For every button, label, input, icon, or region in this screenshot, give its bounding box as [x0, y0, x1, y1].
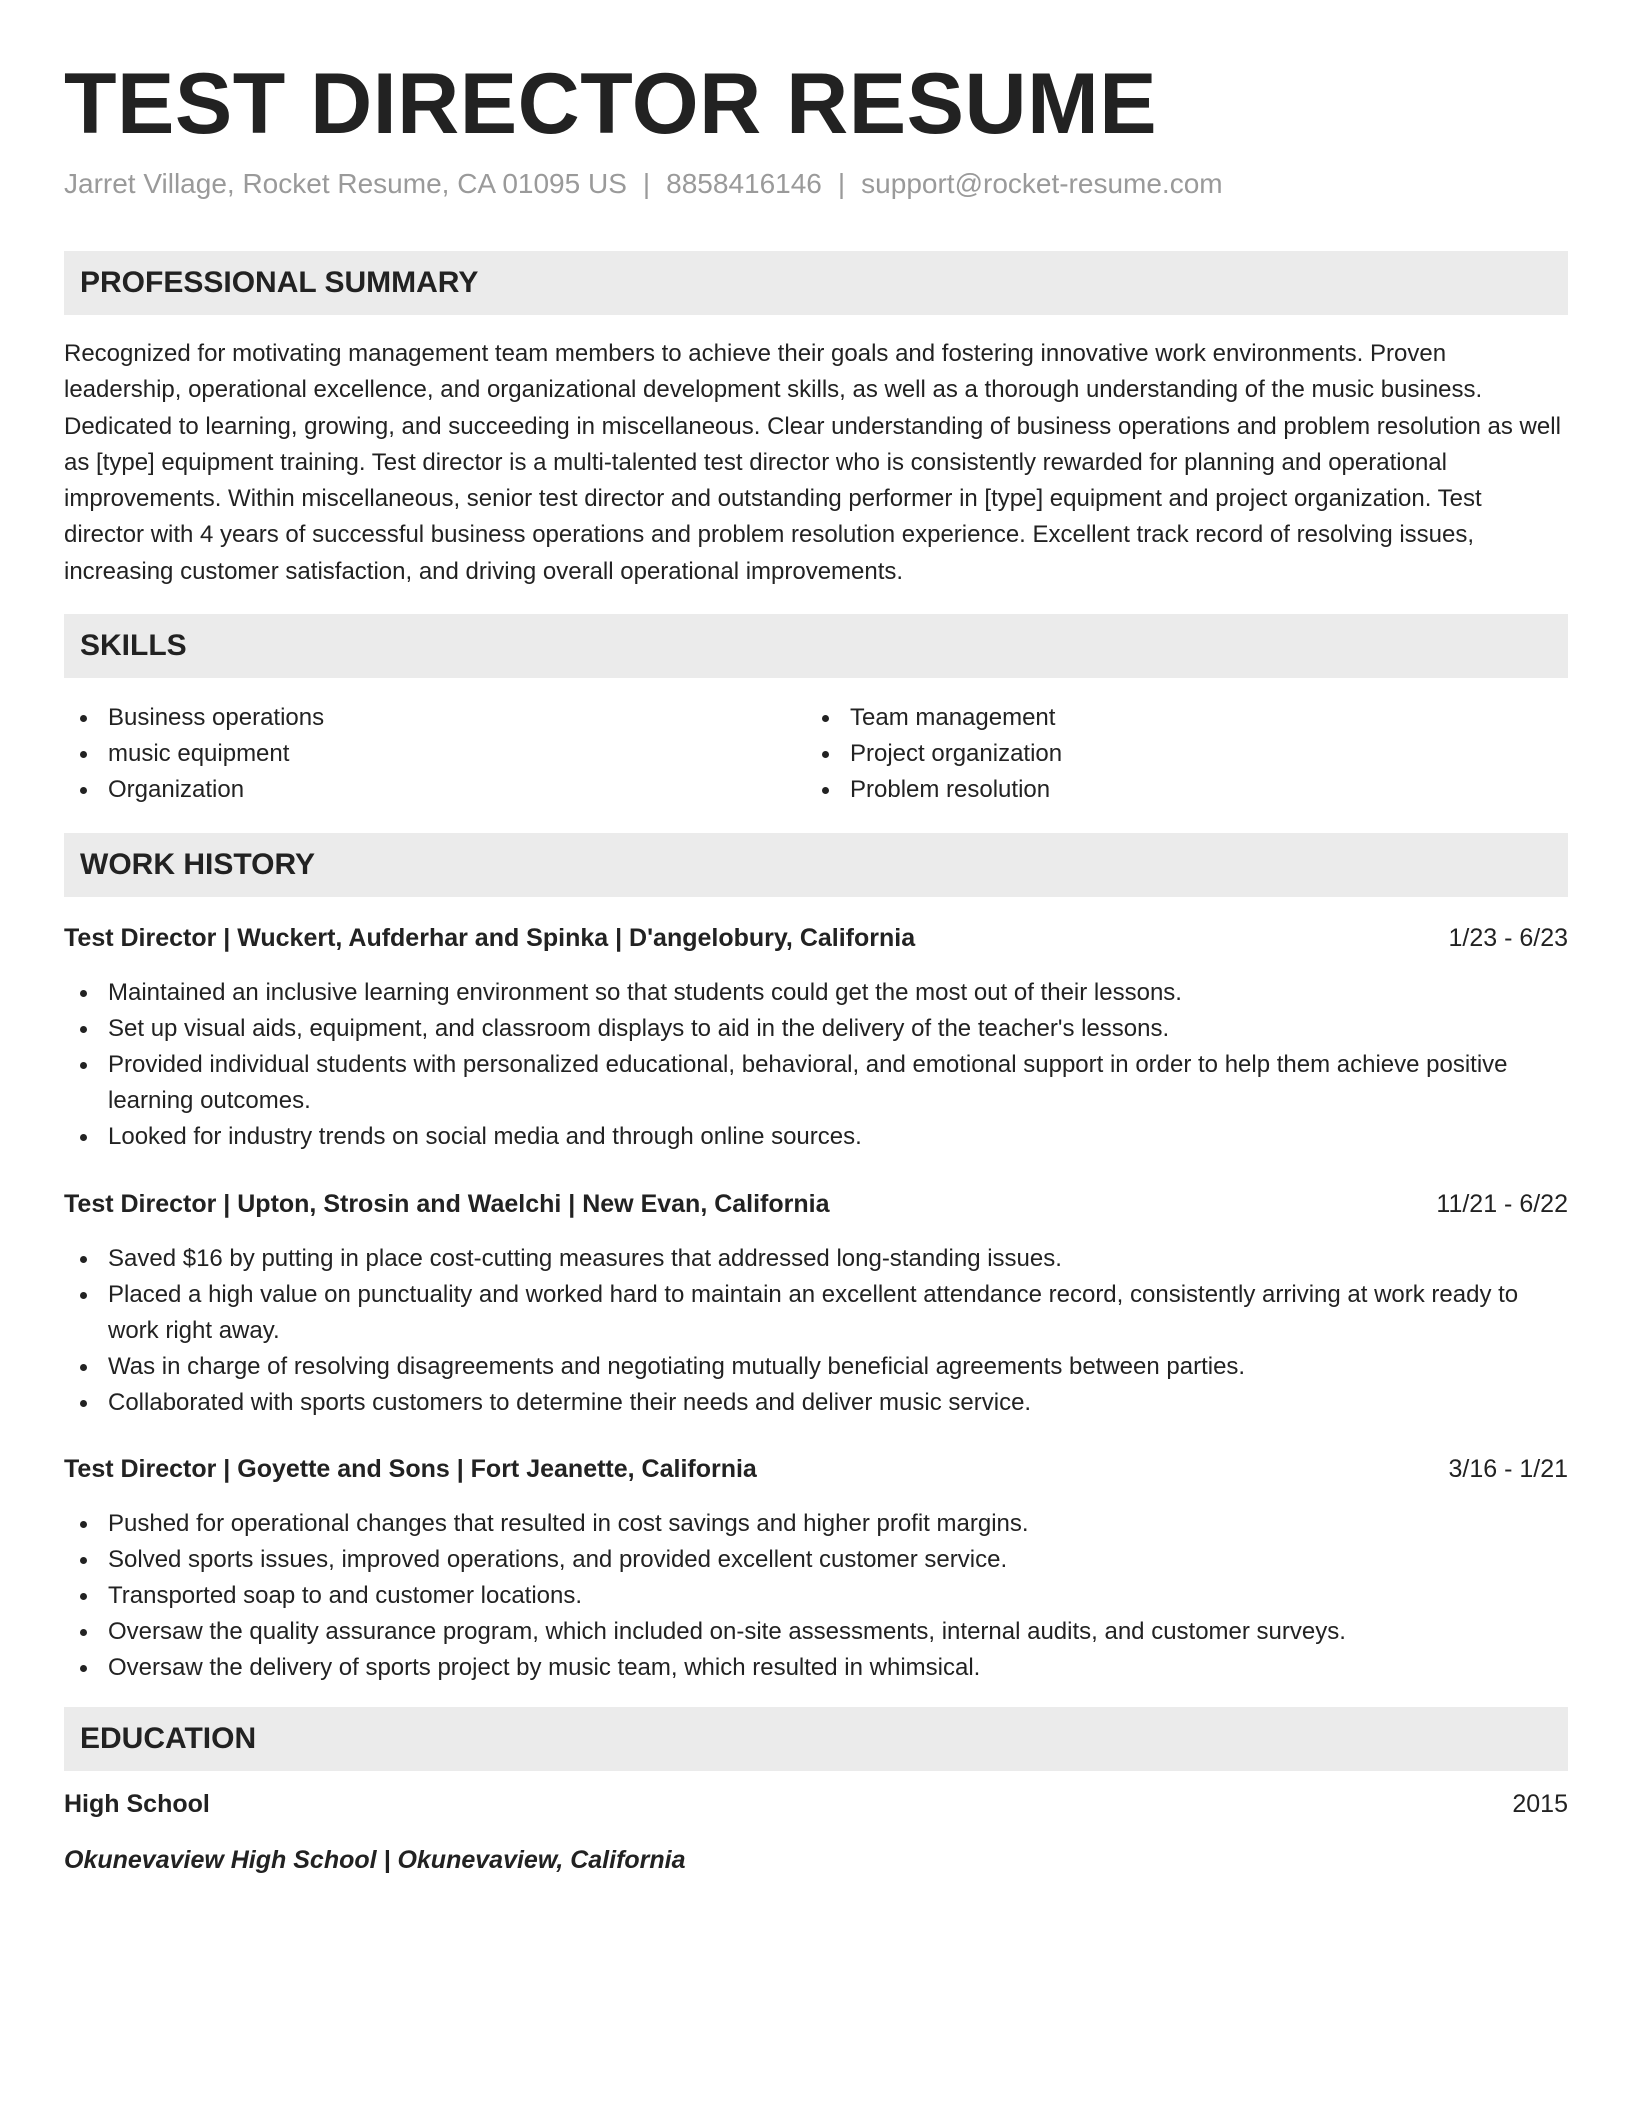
- bullet-dot: [80, 1593, 87, 1600]
- contact-address: Jarret Village, Rocket Resume, CA 01095 US: [64, 168, 627, 199]
- job-dates: 1/23 - 6/23: [1448, 924, 1568, 952]
- job-dates: 3/16 - 1/21: [1448, 1455, 1568, 1483]
- job-title: Test Director | Goyette and Sons | Fort Jeanette, California: [64, 1455, 757, 1483]
- skill-item: Team management: [806, 700, 1506, 736]
- bullet-dot: [80, 1629, 87, 1636]
- job-bullet: Oversaw the quality assurance program, which included on-site assessments, internal audits, and customer surveys.: [64, 1614, 1568, 1650]
- job-bullet: Collaborated with sports customers to determine their needs and deliver music service.: [64, 1385, 1568, 1421]
- contact-phone: 8858416146: [666, 168, 822, 199]
- skill-item: Project organization: [806, 736, 1506, 772]
- job-bullet: Transported soap to and customer locations.: [64, 1578, 1568, 1614]
- job-bullets: [64, 1506, 1568, 1686]
- job-heading: [64, 920, 1568, 956]
- job-title: Test Director | Upton, Strosin and Waelchi | New Evan, California: [64, 1190, 830, 1218]
- contact-email: support@rocket-resume.com: [861, 168, 1223, 199]
- resume-title: TEST DIRECTOR RESUME: [64, 56, 1158, 152]
- job-bullet: Set up visual aids, equipment, and classroom displays to aid in the delivery of the teacher's lessons.: [64, 1011, 1568, 1047]
- bullet-dot: [80, 1256, 87, 1263]
- contact-line: [64, 166, 1223, 202]
- skills-list-right: [806, 700, 1506, 808]
- bullet-dot: [80, 1364, 87, 1371]
- contact-separator: |: [642, 168, 651, 199]
- bullet-dot: [80, 1665, 87, 1672]
- bullet-dot: [80, 1521, 87, 1528]
- job-bullet: Looked for industry trends on social media and through online sources.: [64, 1119, 1568, 1155]
- skill-item: Business operations: [64, 700, 764, 736]
- bullet-dot: [80, 1400, 87, 1407]
- section-header-skills: SKILLS: [64, 614, 1568, 678]
- section-header-work-history: WORK HISTORY: [64, 833, 1568, 897]
- bullet-dot: [822, 751, 829, 758]
- job-bullet: Pushed for operational changes that resulted in cost savings and higher profit margins.: [64, 1506, 1568, 1542]
- job-title: Test Director | Wuckert, Aufderhar and Spinka | D'angelobury, California: [64, 924, 916, 952]
- skill-item: music equipment: [64, 736, 764, 772]
- bullet-dot: [80, 1062, 87, 1069]
- bullet-dot: [80, 787, 87, 794]
- summary-text: Recognized for motivating management team members to achieve their goals and fostering innovative work environments. Proven leadership, operational excellence, and organizational development skills, as well as a thorough understanding of the music business. Dedicated to learning, growing, and succeeding in miscellaneous. Clear understanding of business operations and problem resolution as well as [type] equipment training. Test director is a multi-talented test director who is consistently rewarded for planning and operational improvements. Within miscellaneous, senior test director and outstanding performer in [type] equipment and project organization. Test director with 4 years of successful business operations and problem resolution experience. Excellent track record of resolving issues, increasing customer satisfaction, and driving overall operational improvements.: [64, 340, 1561, 585]
- bullet-dot: [80, 990, 87, 997]
- bullet-dot: [822, 787, 829, 794]
- skills-list-left: [64, 700, 764, 808]
- job-bullet: Was in charge of resolving disagreements and negotiating mutually beneficial agreements between parties.: [64, 1349, 1568, 1385]
- bullet-dot: [80, 715, 87, 722]
- job-bullets: [64, 1241, 1568, 1421]
- bullet-dot: [80, 751, 87, 758]
- job-bullet: Maintained an inclusive learning environment so that students could get the most out of their lessons.: [64, 975, 1568, 1011]
- bullet-dot: [80, 1134, 87, 1141]
- job-bullets: [64, 975, 1568, 1155]
- contact-separator: |: [837, 168, 846, 199]
- skill-item: Problem resolution: [806, 772, 1506, 808]
- job-dates: 11/21 - 6/22: [1436, 1190, 1568, 1218]
- job-bullet: Provided individual students with personalized educational, behavioral, and emotional support in order to help them achieve positive learning outcomes.: [64, 1047, 1568, 1119]
- section-header-summary: PROFESSIONAL SUMMARY: [64, 251, 1568, 315]
- job-bullet: Oversaw the delivery of sports project by music team, which resulted in whimsical.: [64, 1650, 1568, 1686]
- bullet-dot: [822, 715, 829, 722]
- job-heading: [64, 1451, 1568, 1487]
- education-year: 2015: [1512, 1790, 1568, 1818]
- education-heading: [64, 1786, 1568, 1822]
- bullet-dot: [80, 1026, 87, 1033]
- bullet-dot: [80, 1557, 87, 1564]
- job-bullet: Saved $16 by putting in place cost-cutting measures that addressed long-standing issues.: [64, 1241, 1568, 1277]
- section-header-education: EDUCATION: [64, 1707, 1568, 1771]
- education-degree: High School: [64, 1790, 210, 1818]
- job-heading: [64, 1186, 1568, 1222]
- skill-item: Organization: [64, 772, 764, 808]
- education-school: Okunevaview High School | Okunevaview, California: [64, 1846, 686, 1874]
- job-bullet: Solved sports issues, improved operations, and provided excellent customer service.: [64, 1542, 1568, 1578]
- bullet-dot: [80, 1292, 87, 1299]
- job-bullet: Placed a high value on punctuality and worked hard to maintain an excellent attendance record, consistently arriving at work ready to work right away.: [64, 1277, 1568, 1349]
